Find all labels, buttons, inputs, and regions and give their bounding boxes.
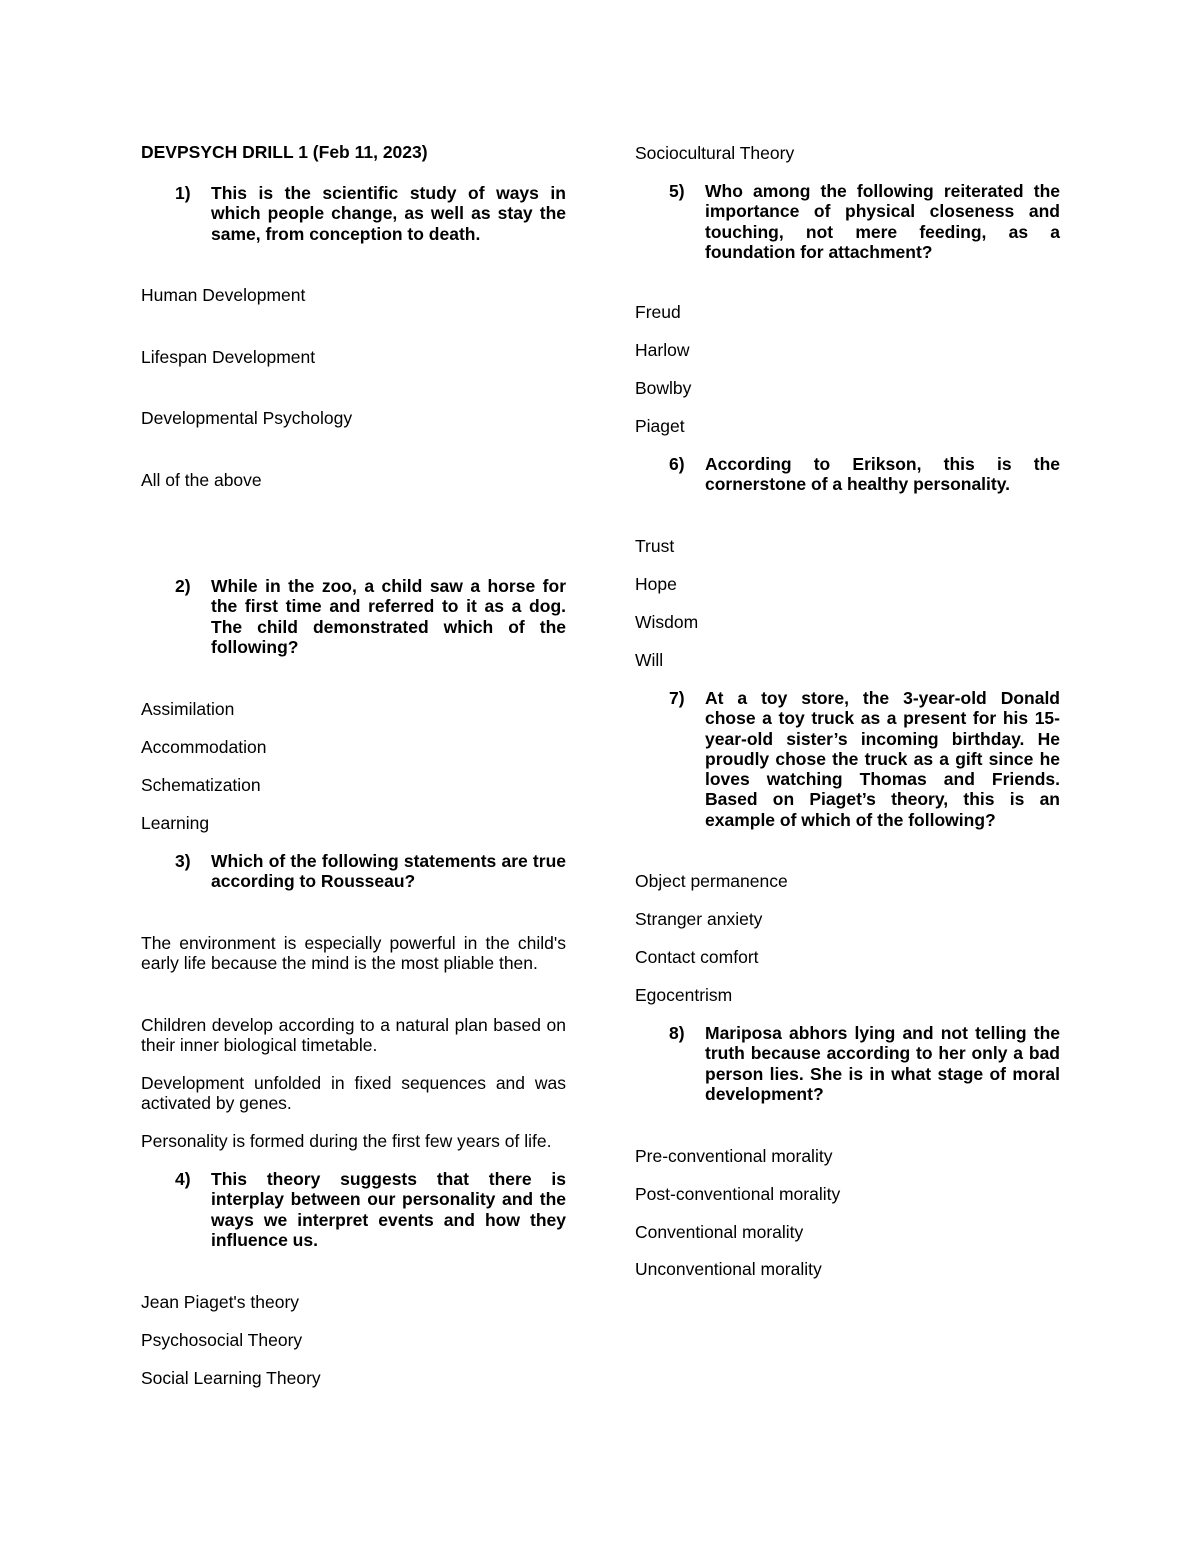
answer-option: Wisdom <box>635 612 699 632</box>
question-text: Who among the following reiterated the importance of physical closeness and touching, not mere feeding, as a foundation for attachment? <box>705 181 1060 262</box>
answer-option: Conventional morality <box>635 1222 804 1242</box>
question-text: At a toy store, the 3-year-old Donald chose a toy truck as a present for his 15-year-old sister’s incoming birthday. He proudly chose the truck as a gift since he loves watching Thomas and Friends. Based on Piaget’s theory, this is an example of which of the following? <box>705 688 1060 830</box>
answer-option: Stranger anxiety <box>635 909 763 929</box>
question-number: 8) <box>669 1023 685 1043</box>
question-number: 7) <box>669 688 685 708</box>
answer-option: Bowlby <box>635 378 692 398</box>
answer-option: Social Learning Theory <box>141 1368 321 1388</box>
answer-option: Sociocultural Theory <box>635 143 795 163</box>
document-title: DEVPSYCH DRILL 1 (Feb 11, 2023) <box>141 142 428 162</box>
answer-option: Personality is formed during the first few years of life. <box>141 1131 552 1151</box>
question-2 <box>175 576 566 658</box>
question-text: This theory suggests that there is interplay between our personality and the ways we interpret events and how they influence us. <box>211 1169 566 1250</box>
answer-option: Human Development <box>141 285 306 305</box>
answer-option: Lifespan Development <box>141 347 316 367</box>
question-number: 5) <box>669 181 685 201</box>
answer-option: Harlow <box>635 340 690 360</box>
answer-option: Assimilation <box>141 699 235 719</box>
question-text: This is the scientific study of ways in which people change, as well as stay the same, from conception to death. <box>211 183 566 244</box>
answer-option: Developmental Psychology <box>141 408 353 428</box>
answer-option: Will <box>635 650 664 670</box>
answer-option: Learning <box>141 813 210 833</box>
question-text: Which of the following statements are true according to Rousseau? <box>211 851 566 892</box>
answer-option: Pre-conventional morality <box>635 1146 833 1166</box>
answer-option: Development unfolded in fixed sequences and was activated by genes. <box>141 1073 566 1114</box>
answer-option: All of the above <box>141 470 262 490</box>
answer-option: Children develop according to a natural plan based on their inner biological timetable. <box>141 1015 566 1056</box>
question-6 <box>669 454 1060 496</box>
answer-option: Accommodation <box>141 737 267 757</box>
answer-option: The environment is especially powerful in the child's early life because the mind is the most pliable then. <box>141 933 566 974</box>
answer-option: Psychosocial Theory <box>141 1330 303 1350</box>
question-number: 1) <box>175 183 191 203</box>
answer-option: Freud <box>635 302 681 322</box>
answer-option: Unconventional morality <box>635 1259 822 1279</box>
question-number: 3) <box>175 851 191 871</box>
question-8 <box>669 1023 1060 1105</box>
question-7 <box>669 688 1060 832</box>
answer-option: Object permanence <box>635 871 788 891</box>
question-number: 2) <box>175 576 191 596</box>
answer-option: Post-conventional morality <box>635 1184 841 1204</box>
answer-option: Piaget <box>635 416 685 436</box>
question-1 <box>175 183 566 245</box>
answer-option: Jean Piaget's theory <box>141 1292 300 1312</box>
question-text: Mariposa abhors lying and not telling the truth because according to her only a bad person lies. She is in what stage of moral development? <box>705 1023 1060 1104</box>
question-number: 4) <box>175 1169 191 1189</box>
answer-option: Contact comfort <box>635 947 759 967</box>
question-3 <box>175 851 566 893</box>
answer-option: Egocentrism <box>635 985 733 1005</box>
question-text: According to Erikson, this is the cornerstone of a healthy personality. <box>705 454 1060 495</box>
question-5 <box>669 181 1060 263</box>
answer-option: Schematization <box>141 775 261 795</box>
answer-option: Hope <box>635 574 677 594</box>
answer-option: Trust <box>635 536 675 556</box>
question-4 <box>175 1169 566 1251</box>
question-text: While in the zoo, a child saw a horse for the first time and referred to it as a dog. The child demonstrated which of the following? <box>211 576 566 657</box>
question-number: 6) <box>669 454 685 474</box>
